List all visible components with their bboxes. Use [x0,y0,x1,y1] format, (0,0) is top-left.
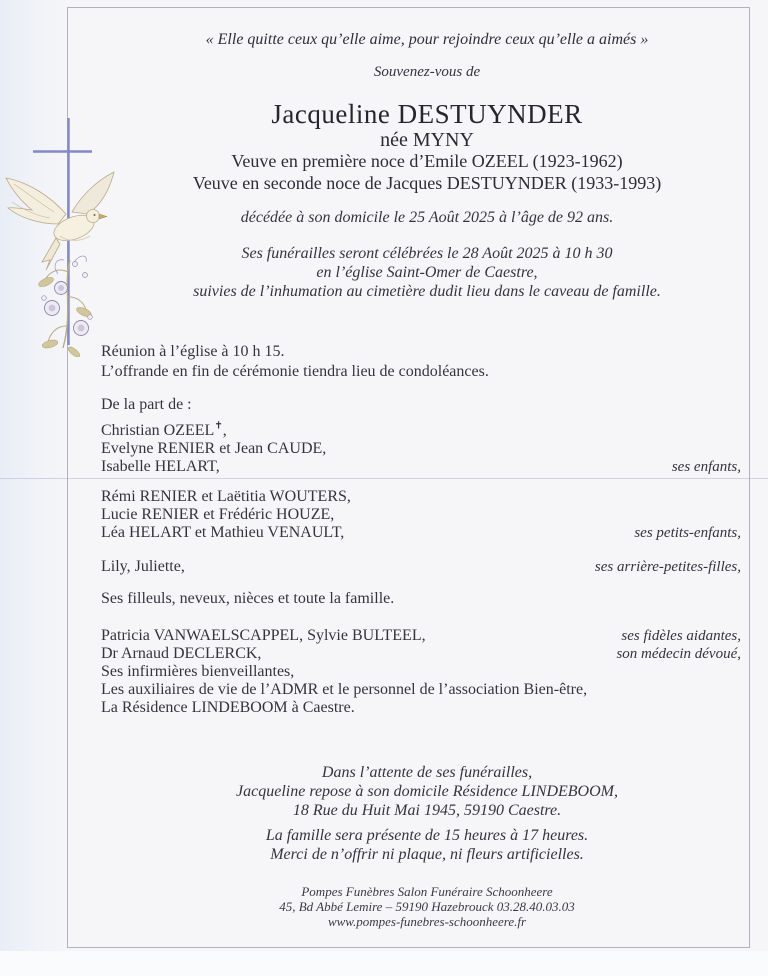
family-line: Lucie RENIER et Frédéric HOUZE, [101,506,335,523]
funeral-home-footer [107,884,747,929]
family-line: Les auxiliaires de vie de l’ADMR et le personnel de l’association Bien-être, [101,681,588,698]
presence-line: Merci de n’offrir ni plaque, ni fleurs artificielles. [270,846,584,863]
visiting-hours [107,826,747,864]
relation-label: ses petits-enfants, [634,525,741,541]
family-line: Léa HELART et Mathieu VENAULT, ses petits-enfants, [101,524,741,541]
memorial-quote: « Elle quitte ceux qu’elle aime, pour rejoindre ceux qu’elle a aimés » [205,31,649,48]
family-group-caregivers [101,627,741,717]
meeting-details [101,342,741,382]
family-group-grandchildren [101,488,741,542]
family-line: Ses filleuls, neveux, nièces et toute la famille. [101,590,395,607]
funeral-details [107,244,747,301]
family-line: La Résidence LINDEBOOM à Caestre. [101,699,355,716]
relation-label: ses enfants, [671,459,741,475]
funeral-home-website: www.pompes-funebres-schoonheere.fr [327,914,527,929]
funeral-home-address: 45, Bd Abbé Lemire – 59190 Hazebrouck 03.28.40.03.03 [279,899,575,914]
funeral-line: Ses funérailles seront célébrées le 28 Août 2025 à 10 h 30 [241,245,613,262]
maiden-name: née MYNY [380,129,474,151]
resting-place-details [107,763,747,820]
family-line: Patricia VANWAELSCAPPEL, Sylvie BULTEEL, ses fidèles aidantes, [101,627,741,644]
family-heading: De la part de : [101,396,192,413]
family-group-great-granddaughters [101,558,741,576]
bottom-paper-shade [0,951,768,976]
funeral-line: suivies de l’inhumation au cimetière dudit lieu dans le caveau de famille. [193,283,661,300]
presence-line: La famille sera présente de 15 heures à 17 heures. [265,827,589,844]
resting-line: 18 Rue du Huit Mai 1945, 59190 Caestre. [292,802,562,819]
family-line: Evelyne RENIER et Jean CAUDE, [101,440,327,457]
scan-fold-line [0,478,768,479]
family-line: Rémi RENIER et Laëtitia WOUTERS, [101,488,351,505]
dove-icon [6,172,114,270]
family-line: Isabelle HELART, ses enfants, [101,458,741,475]
meeting-line: L’offrande en fin de cérémonie tiendra lieu de condoléances. [101,363,489,380]
meeting-line: Réunion à l’église à 10 h 15. [101,343,285,360]
family-group-extended [101,590,741,608]
family-line: Ses infirmières bienveillantes, [101,663,295,680]
funeral-home-name: Pompes Funèbres Salon Funéraire Schoonheere [301,884,553,899]
deceased-name: Jacqueline DESTUYNDER [271,99,583,129]
second-widowhood-line: Veuve en seconde noce de Jacques DESTUYNDER (1933-1993) [192,173,662,193]
resting-line: Jacqueline repose à son domicile Résidence LINDEBOOM, [236,783,618,800]
family-line: Dr Arnaud DECLERCK, son médecin dévoué, [101,645,741,662]
family-group-children [101,422,741,476]
family-line: Lily, Juliette, ses arrière-petites-filles, [101,558,741,575]
death-notice: décédée à son domicile le 25 Août 2025 à l’âge de 92 ans. [240,209,614,226]
funeral-line: en l’église Saint-Omer de Caestre, [316,264,538,281]
intro-line: Souvenez-vous de [373,64,481,80]
relation-label: ses fidèles aidantes, [621,628,741,644]
deceased-cross-marker: ✝ [214,420,223,432]
resting-line: Dans l’attente de ses funérailles, [321,764,533,781]
first-widowhood-line: Veuve en première noce d’Emile OZEEL (1923-1962) [231,151,623,171]
relation-label: son médecin dévoué, [616,646,741,662]
flowers-icon [37,256,92,357]
family-line: Christian OZEEL✝, [101,420,227,439]
relation-label: ses arrière-petites-filles, [594,559,741,575]
